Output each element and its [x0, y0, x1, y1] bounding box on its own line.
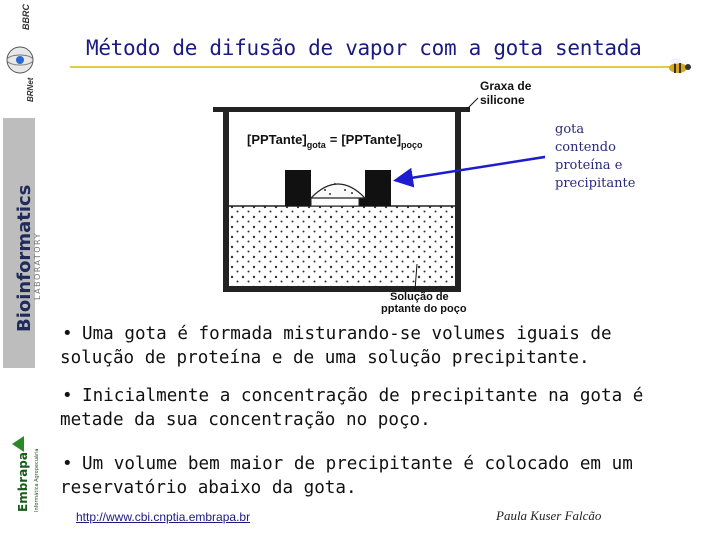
bullet-item	[62, 322, 702, 370]
footer-author: Paula Kuser Falcão	[496, 508, 602, 523]
embrapa-sublabel: Informática Agropecuária	[34, 448, 40, 512]
bullet-dot: •	[62, 386, 73, 406]
container-right-wall	[455, 112, 461, 292]
sitting-drop	[311, 184, 365, 198]
grease-label-1: Graxa de	[480, 79, 532, 93]
footer-link[interactable]: http://www.cbi.cnptia.embrapa.br	[76, 510, 251, 524]
svg-text:[PPTante]gota=[PPTante]poço	[247, 132, 423, 150]
eq-lhs-sub: gota	[306, 140, 326, 150]
annotation-line: proteína e	[555, 158, 623, 173]
embrapa-label: Embrapa	[16, 452, 30, 512]
bullet-dot: •	[62, 454, 73, 474]
eq-lhs: [PPTante]	[247, 132, 307, 147]
bullet-line: reservatório abaixo da gota.	[60, 478, 357, 498]
annotation-line: gota	[555, 122, 585, 137]
bullet-dot: •	[62, 324, 73, 344]
container-left-wall	[223, 112, 229, 292]
annotation-line: contendo	[555, 140, 616, 155]
laboratory-label: LABORATORY	[33, 232, 42, 300]
page-title: Método de difusão de vapor com a gota sentada	[86, 36, 642, 60]
bullet-line: Um volume bem maior de precipitante é colocado em um	[82, 454, 633, 474]
reservoir-solution	[229, 206, 455, 286]
bullet-line: Uma gota é formada misturando-se volumes iguais de	[82, 324, 612, 344]
drop-annotation	[555, 121, 665, 193]
embrapa-logo	[12, 436, 40, 512]
annotation-line: precipitante	[555, 176, 636, 191]
annotation-arrow	[398, 156, 545, 180]
title-rule	[70, 66, 685, 68]
vapor-diffusion-diagram	[185, 74, 545, 314]
eq-equals: =	[329, 132, 338, 147]
bullet-item	[62, 384, 702, 432]
bullet-line: solução de proteína e de uma solução precipitante.	[60, 348, 590, 368]
eq-rhs-sub: poço	[401, 140, 423, 150]
brand-top-2: BRNet	[26, 77, 35, 102]
well-label-1: Solução de	[390, 291, 449, 303]
bioinformatics-label: Bioinformatics	[14, 184, 35, 332]
sidebar	[0, 0, 46, 540]
eq-rhs: [PPTante]	[341, 132, 402, 147]
brand-top-1: BBRC	[21, 4, 31, 30]
grease-label-2: silicone	[480, 93, 525, 107]
bullet-item	[62, 452, 702, 500]
bee-icon	[664, 56, 696, 78]
bullet-line: metade da sua concentração no poço.	[60, 410, 431, 430]
bullet-line: Inicialmente a concentração de precipitante na gota é	[82, 386, 644, 406]
cover-slip	[213, 107, 470, 112]
bbrc-logo	[7, 4, 35, 102]
well-label-2: pptante do poço	[381, 303, 467, 314]
